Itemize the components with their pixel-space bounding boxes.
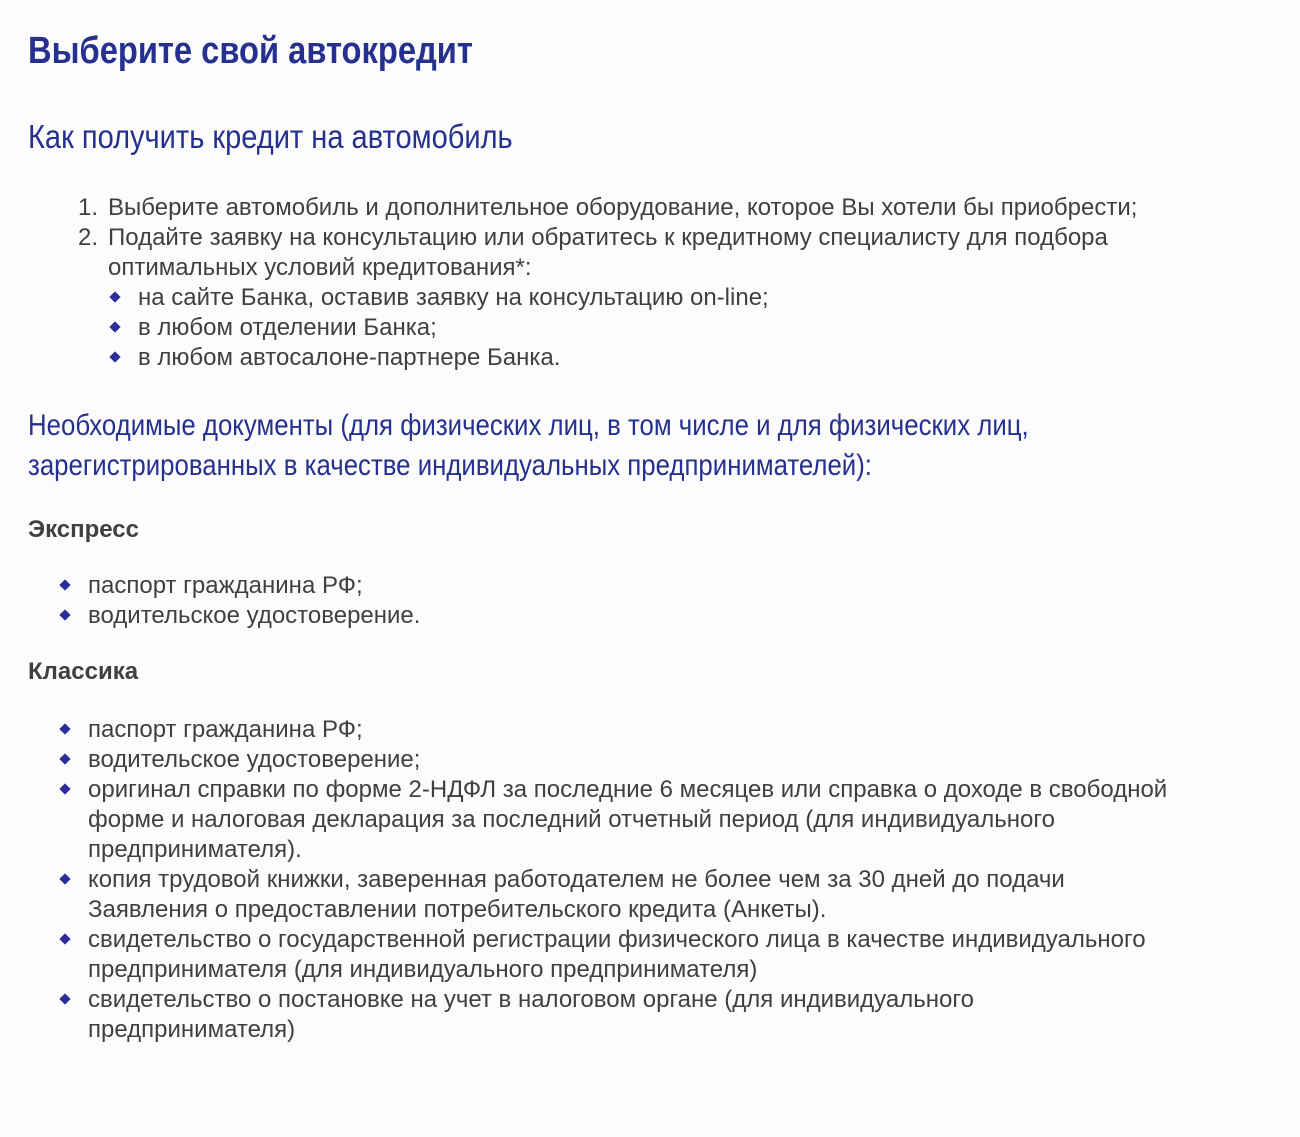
step-text: Подайте заявку на консультацию или обратитесь к кредитному специалисту для подбора оптимальных условий кредитования*: — [108, 224, 1108, 281]
step-item — [78, 223, 1228, 283]
diamond-bullet-icon — [59, 993, 70, 1004]
list-item-text: копия трудовой книжки, заверенная работодателем не более чем за 30 дней до подачи Заявления о предоставлении потребительского кредита (Анкеты). — [88, 866, 1065, 923]
list-item — [108, 283, 1278, 313]
list-item — [58, 571, 1258, 601]
list-item — [58, 601, 1258, 631]
list-item — [108, 313, 1278, 343]
how-to-heading: Как получить кредит на автомобиль — [28, 118, 513, 155]
step-item — [78, 193, 1278, 223]
list-item-text: паспорт гражданина РФ; — [88, 572, 363, 599]
diamond-bullet-icon — [59, 753, 70, 764]
list-item-text: водительское удостоверение; — [88, 746, 421, 773]
list-item-text: в любом отделении Банка; — [138, 314, 437, 341]
list-item — [58, 865, 1168, 925]
channels-list — [108, 283, 1278, 373]
list-item-text: в любом автосалоне-партнере Банка. — [138, 344, 561, 371]
classic-list — [58, 715, 1168, 1045]
page-title: Выберите свой автокредит — [28, 30, 473, 72]
documents-heading-line: зарегистрированных в качестве индивидуальных предпринимателей): — [28, 449, 872, 482]
list-item — [58, 745, 1168, 775]
list-item-text: свидетельство о государственной регистрации физического лица в качестве индивидуального предпринимателя (для индивидуального предпринимателя) — [88, 926, 1146, 983]
diamond-bullet-icon — [59, 579, 70, 590]
list-item — [58, 775, 1168, 865]
steps-list — [78, 193, 1278, 373]
list-item — [108, 343, 1278, 373]
express-label: Экспресс — [28, 516, 139, 543]
diamond-bullet-icon — [59, 783, 70, 794]
list-item-text: водительское удостоверение. — [88, 602, 421, 629]
documents-heading — [28, 406, 1029, 486]
diamond-bullet-icon — [109, 351, 120, 362]
step-number: 2. — [78, 224, 99, 251]
express-list — [58, 571, 1258, 631]
step-number: 1. — [78, 194, 99, 221]
diamond-bullet-icon — [59, 609, 70, 620]
list-item — [58, 715, 1168, 745]
diamond-bullet-icon — [109, 321, 120, 332]
list-item — [58, 925, 1168, 985]
diamond-bullet-icon — [109, 291, 120, 302]
diamond-bullet-icon — [59, 723, 70, 734]
list-item-text: на сайте Банка, оставив заявку на консультацию on-line; — [138, 284, 769, 311]
list-item-text: свидетельство о постановке на учет в налоговом органе (для индивидуального предпринимателя) — [88, 986, 974, 1043]
list-item — [58, 985, 1168, 1045]
list-item-text: оригинал справки по форме 2-НДФЛ за последние 6 месяцев или справка о доходе в свободной форме и налоговая декларация за последний отчетный период (для индивидуального предпринимателя). — [88, 776, 1168, 863]
classic-label: Классика — [28, 658, 139, 685]
step-text: Выберите автомобиль и дополнительное оборудование, которое Вы хотели бы приобрести; — [108, 194, 1138, 221]
list-item-text: паспорт гражданина РФ; — [88, 716, 363, 743]
diamond-bullet-icon — [59, 933, 70, 944]
documents-heading-line: Необходимые документы (для физических лиц, в том числе и для физических лиц, — [28, 409, 1029, 442]
diamond-bullet-icon — [59, 873, 70, 884]
